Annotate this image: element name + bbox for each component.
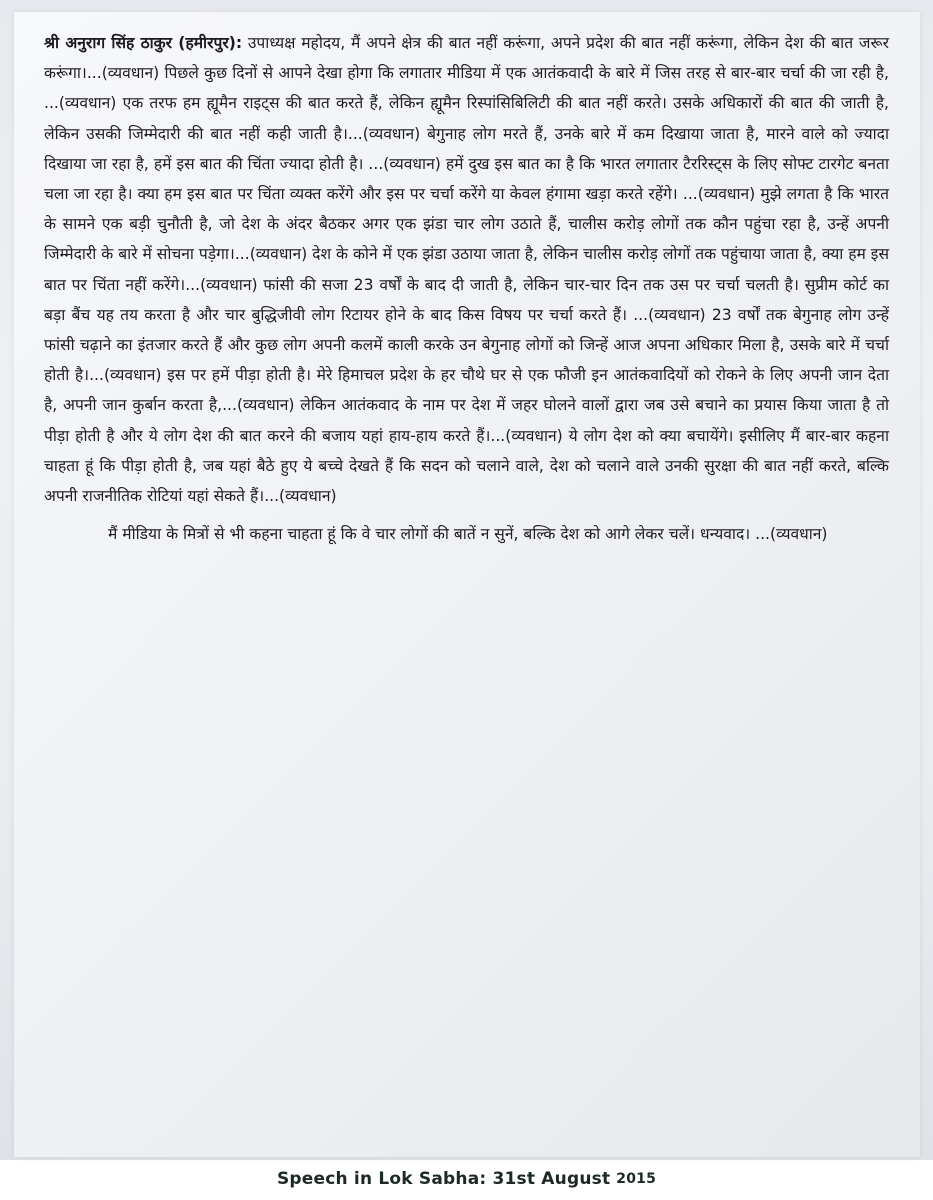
paragraph-1 [44,28,889,511]
speaker-name: श्री अनुराग सिंह ठाकुर (हमीरपुर): [44,34,243,52]
caption [0,1158,933,1200]
caption-year: 2015 [616,1171,657,1187]
speech-text [44,28,889,549]
paragraph-1-text: उपाध्यक्ष महोदय, मैं अपने क्षेत्र की बात नहीं करूंगा, अपने प्रदेश की बात नहीं करूंगा, लेकिन देश की बात जरूर करूंगा।...(व्यवधान) पिछले कुछ दिनों से आपने देखा होगा कि लगातार मीडिया में एक आतंकवादी के बारे में जिस तरह से बार-बार चर्चा की जा रही है, ...(व्यवधान) एक तरफ हम ह्यूमैन राइट्स की बात करते हैं, लेकिन ह्यूमैन रिस्पांसिबिलिटी की बात नहीं करते। उसके अधिकारों की बात की जाती है, लेकिन उसकी जिम्मेदारी की बात नहीं कही जाती है।...(व्यवधान) बेगुनाह लोग मरते हैं, उनके बारे में कम दिखाया जाता है, मारने वाले को ज्यादा दिखाया जा रहा है, हमें इस बात की चिंता ज्यादा होती है। ...(व्यवधान) हमें दुख इस बात का है कि भारत लगातार टैररिस्ट्स के लिए सोफ्ट टारगेट बनता चला जा रहा है। क्या हम इस बात पर चिंता व्यक्त करेंगे और इस पर चर्चा करेंगे या केवल हंगामा खड़ा करते रहेंगे। ...(व्यवधान) मुझे लगता है कि भारत के सामने एक बड़ी चुनौती है, जो देश के अंदर बैठकर अगर एक झंडा चार लोग उठाते हैं, चालीस करोड़ लोगों तक कौन पहुंचा रहा है, उन्हें अपनी जिम्मेदारी के बारे में सोचना पड़ेगा।...(व्यवधान) देश के कोने में एक झंडा उठाया जाता है, लेकिन चालीस करोड़ लोगों तक पहुंचाया जाता है, क्या हम इस बात पर चिंता नहीं करेंगे।...(व्यवधान) फांसी की सजा 23 वर्षों के बाद दी जाती है, लेकिन चार-चार दिन तक उस पर चर्चा चलती है। सुप्रीम कोर्ट का बड़ा बैंच यह तय करता है और चार बुद्धिजीवी लोग रिटायर होने के बाद किस विषय पर चर्चा करते हैं। ...(व्यवधान) 23 वर्षों तक बेगुनाह लोग उन्हें फांसी चढ़ाने का इंतजार करते हैं और कुछ लोग अपनी कलमें काली करके उन बेगुनाह लोगों को जिन्हें आज अपना अधिकार मिला है, उसके बारे में चर्चा होती है।...(व्यवधान) इस पर हमें पीड़ा होती है। मेरे हिमाचल प्रदेश के हर चौथे घर से एक फौजी इन आतंकवादियों को रोकने के लिए अपनी जान देता है, अपनी जान कुर्बान करता है,...(व्यवधान) लेकिन आतंकवाद के नाम पर देश में जहर घोलने वालों द्वारा जब उसे बचाने का प्रयास किया जाता है तो पीड़ा होती है और ये लोग देश की बात करने की बजाय यहां हाय-हाय करते हैं।...(व्यवधान) ये लोग देश को क्या बचायेंगे। इसीलिए मैं बार-बार कहना चाहता हूं कि पीड़ा होती है, जब यहां बैठे हुए ये बच्चे देखते हैं कि सदन को चलाने वाले, देश को चलाने वाले उनकी सुरक्षा की बात नहीं करते, बल्कि अपनी राजनीतिक रोटियां यहां सेकते हैं।...(व्यवधान) [44,34,890,506]
caption-main: Speech in Lok Sabha: 31st August [276,1169,611,1189]
paragraph-2: मैं मीडिया के मित्रों से भी कहना चाहता हूं कि वे चार लोगों की बातें न सुनें, बल्कि देश को आगे लेकर चलें। धन्यवाद। ...(व्यवधान) [108,525,828,544]
